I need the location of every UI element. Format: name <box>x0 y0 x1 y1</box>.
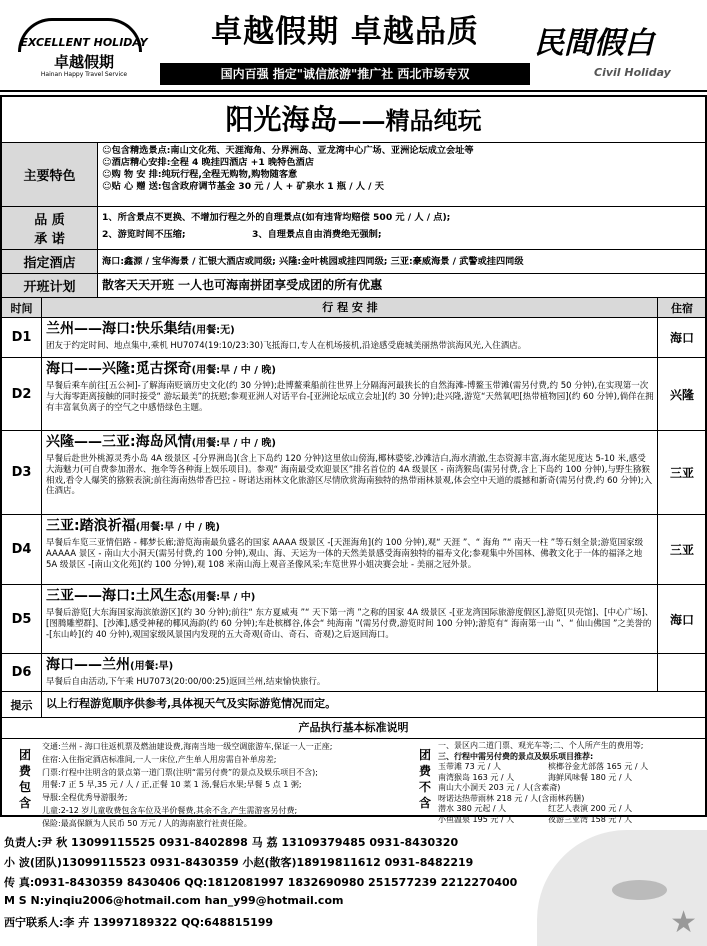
day-meal: (用餐:早) <box>130 661 174 672</box>
excluded-item-row <box>438 815 703 826</box>
itinerary-sheet <box>0 95 707 828</box>
hotel-content: 海口:鑫源 / 宝华海景 / 汇银大酒店或同级; 兴隆:金叶桃园或挂四同级; 三亚:豪威海景 / 武警或挂四同级 <box>102 256 524 267</box>
promise-content <box>100 207 705 245</box>
tips-row <box>2 691 705 717</box>
day-stay <box>659 654 705 691</box>
features-row <box>2 142 705 206</box>
features-content <box>100 143 705 195</box>
day-title-text: 兰州——海口:快乐集结 <box>46 321 192 337</box>
day-title-text: 海口——兰州 <box>46 657 130 673</box>
promise-line-1: 1、所含景点不更换、不增加行程之外的自理景点(如有违背均赔偿 500 元 / 人 / 点); <box>102 212 451 223</box>
schedule-row <box>2 273 705 297</box>
day-label: D3 <box>2 431 42 514</box>
excluded-item: 槟榔谷金尤部落 165 元 / 人 <box>548 762 649 771</box>
excluded-list <box>438 741 703 825</box>
day-title-text: 海口——兴隆:觅古探奇 <box>46 361 192 377</box>
product-subtitle: ——精品纯玩 <box>337 106 482 135</box>
promise-row <box>2 206 705 249</box>
excluded-item: 夜游三亚湾 158 元 / 人 <box>548 814 633 824</box>
header-banner: 国内百强 指定"诚信旅游"推广社 西北市场专双 <box>160 63 530 85</box>
included-list <box>42 741 410 831</box>
day-label: D2 <box>2 358 42 430</box>
day-label: D5 <box>2 585 42 653</box>
included-item: 交通:兰州 - 海口往返机票及燃油建设费,海南当地一级空调旅游车,保证一人一正座; <box>42 742 333 751</box>
included-item: 用餐:7 正 5 早,35 元 / 人 / 正,正餐 10 菜 1 汤,餐后水果;早餐 5 点 1 粥; <box>42 780 302 790</box>
day-title <box>46 432 654 454</box>
included-label: 团 费 包 含 <box>18 747 31 810</box>
promise-label <box>2 207 98 249</box>
excellent-holiday-logo <box>14 18 154 88</box>
header-title: 卓越假期 卓越品质 <box>211 14 479 50</box>
day-text: 早餐后车览三亚情侣路 - 椰梦长廊;游览海南最负盛名的国家 AAAA 级景区 -[天涯海角](约 100 分钟),观“ 天涯 ”、“ 海角 ”“ 南天一柱 ”等石刻全景;游览国家级 AAAAA 景区 - 南山大小洞天(需另付费,约 100 分钟),观山、海、天运为一体的天然美景感受海南独特的福寿文化;参观集中外国林、佛教文化于一体的福泽之地 5A 级景区 -[南山文化苑](约 100 分钟),观 108 米南山海上观音圣像风采;车览世界小姐决赛会址 - 美丽之冠外景。 <box>46 538 644 570</box>
excluded-intro: 三、行程中需另付费的景点及娱乐项目推荐: <box>438 751 594 761</box>
day-title <box>46 516 654 538</box>
feature-line: ☺包含精选景点:南山文化苑、天涯海角、分界洲岛、亚龙湾中心广场、亚洲论坛成立会址等 <box>102 145 474 156</box>
day-meal: (用餐:无) <box>191 325 235 336</box>
excluded-item-row <box>438 773 703 784</box>
day-label: D6 <box>2 654 42 691</box>
schedule-label: 开班计划 <box>2 274 98 297</box>
contact-line: M S N:yinqiu2006@hotmail.com han_y99@hotmail.com <box>4 894 344 907</box>
right-logo-cn: 民間假白 <box>534 26 654 61</box>
civil-holiday-logo <box>534 18 704 88</box>
feature-line: ☺购 物 安 排:纯玩行程,全程无购物,购物随客意 <box>102 169 298 180</box>
day-title-text: 三亚:踏浪祈福 <box>46 518 136 534</box>
day-row <box>2 430 705 514</box>
excluded-item: 呀诺达热带雨林 218 元 / 人(含雨林药膳) <box>438 793 585 803</box>
included-item: 导服:全程优秀导游服务; <box>42 793 128 803</box>
tips-label: 提示 <box>2 692 42 717</box>
day-title-text: 三亚——海口:土风生态 <box>46 588 192 604</box>
day-stay: 海口 <box>669 612 694 627</box>
logo-cn: 卓越假期 <box>53 53 114 71</box>
excluded-item: 南湾猴岛 163 元 / 人 <box>438 772 515 782</box>
header-stay: 住宿 <box>671 301 693 315</box>
excluded-item: 红艺人表演 200 元 / 人 <box>548 804 633 813</box>
excluded-item: 南山大小洞天 203 元 / 人(含素斋) <box>438 783 561 792</box>
header <box>0 0 707 92</box>
excluded-item-row <box>438 762 703 773</box>
day-meal: (用餐:早 / 中 / 晚) <box>191 365 276 376</box>
day-title <box>46 359 654 381</box>
excluded-item-row <box>438 794 703 805</box>
excluded-label: 团 费 不 含 <box>418 747 431 810</box>
day-label: D4 <box>2 515 42 584</box>
day-title <box>46 319 654 341</box>
day-meal: (用餐:早 / 中) <box>191 592 256 603</box>
excluded-item: 小鱼温泉 195 元 / 人 <box>438 814 515 824</box>
header-time: 时间 <box>2 298 42 317</box>
product-name: 阳光海岛 <box>225 103 338 136</box>
excluded-item: 海鲜风味餐 180 元 / 人 <box>548 772 633 782</box>
day-body <box>43 654 658 691</box>
hotel-label: 指定酒店 <box>2 250 98 273</box>
excluded-item-row <box>438 804 703 815</box>
day-body <box>43 358 658 430</box>
tips-text: 以上行程游览顺序供参考,具体视天气及实际游览情况而定。 <box>46 697 337 710</box>
day-body <box>43 318 658 357</box>
day-meal: (用餐:早 / 中 / 晚) <box>135 522 220 533</box>
day-meal: (用餐:早 / 中 / 晚) <box>191 438 276 449</box>
day-stay: 三亚 <box>669 466 694 480</box>
excluded-item: 潜水 380 元起 / 人 <box>438 804 507 813</box>
promise-label-1: 品 质 <box>34 213 65 228</box>
day-text: 早餐后赴世外桃源灵秀小岛 4A 级景区 -[分界洲岛](含上下岛约 120 分钟)这里依山傍海,椰林婆娑,沙滩洁白,海水清澈,生态资源丰富,海水能见度达 5-10 米,感受大海魅力(可自费参加潜水、拖伞等各种海上娱乐项目)。参观“ 海南最受欢迎景区”排名首位的 4A 级景区 - 南湾猴岛(需另付费,含上下岛约 100 分钟),与野生猕猴相戏,看令人爆笑的猕猴表演;前往海南热带香巴拉 - 呀诺达雨林文化旅游区尽情欣赏海南独特的热带雨林景观,体会空中天道的震撼和新奇(需另付费,约 60 分钟);入住酒店。 <box>46 454 653 497</box>
day-label: D1 <box>2 318 42 357</box>
day-row <box>2 653 705 691</box>
day-text: 团友于约定时间、地点集中,乘机 HU7074(19:10/23:30)飞抵海口,专人在机场接机,沿途感受鹿城美丽热带滨海风光,入住酒店。 <box>46 341 527 351</box>
day-row <box>2 357 705 430</box>
features-label: 主要特色 <box>2 143 98 206</box>
included-item: 保险:最高保额为人民币 50 万元 / 人的海南旅行社责任险。 <box>42 818 252 828</box>
standards-table <box>2 738 705 828</box>
product-title <box>2 97 705 142</box>
right-logo-en: Civil Holiday <box>594 66 671 79</box>
schedule-content: 散客天天开班 一人也可海南拼团享受成团的所有优惠 <box>102 278 383 292</box>
contact-footer <box>0 830 707 946</box>
day-stay: 三亚 <box>669 543 694 557</box>
hotel-row <box>2 249 705 273</box>
day-body <box>43 585 658 653</box>
promise-line-2a: 2、游览时间不压缩; <box>102 229 186 240</box>
day-text: 早餐后乘车前往[五公祠]-了解海南贬谪历史文化(约 30 分钟);赴博鳌乘船前往世界上分隔海河最狭长的自然海滩-博鳌玉带滩(需另付费,约 50 分钟),在实现第一次与大海零距离接触的同时接受“ 游坛最美”的抚慰;参观亚洲人对话平台-[亚洲论坛成立会址](约 30 分钟);赴兴隆,游览“天然氧吧[热带植物园](约 60 分钟),倘佯在拥有丰富氧负离子的空气之中感悟绿色主题。 <box>46 381 654 413</box>
promise-line-2b: 3、自理景点自由消费绝无强制; <box>252 229 382 240</box>
day-body <box>43 431 658 514</box>
feature-line: ☺贴 心 赠 送:包含政府调节基金 30 元 / 人 + 矿泉水 1 瓶 / 人 / 天 <box>102 181 384 192</box>
contact-line: 传 真:0931-8430359 8430406 QQ:1812081997 1832690980 251577239 2212270400 <box>4 876 518 889</box>
logo-en: EXCELLENT HOLIDAY <box>20 36 148 49</box>
day-text: 早餐后自由活动,下午乘 HU7073(20:00/00:25)返回兰州,结束愉快旅行。 <box>46 677 326 687</box>
day-text: 早餐后游览[大东海国家海滨旅游区](约 30 分钟);前往“ 东方夏威夷 ”“ 天下第一湾 ”之称的国家 4A 级景区 -[亚龙湾国际旅游度假区],游览[贝壳馆]、[中心广场]、[图腾雕塑群]、[沙滩],感受神秘的椰风海韵(约 60 分钟);车赴槟榔谷,体会“ 纯海南 ”(需另付费,游览时间 100 分钟);游览有“ 海南第一山 ”、“ 仙山佛国 ”之美誉的 -[东山岭](约 40 分钟),观国家级风景国内发现的五大奇观(奇山、奇石、奇观)之后返回海口。 <box>46 608 654 640</box>
promise-line-2 <box>102 226 703 243</box>
standards-title: 产品执行基本标准说明 <box>2 717 705 737</box>
starfish-icon: ★ <box>670 905 697 940</box>
contact-line: 负责人:尹 秋 13099115525 0931-8402898 马 荔 13109379485 0931-8430320 <box>4 836 459 849</box>
excluded-item-row <box>438 783 703 794</box>
included-item: 住宿:入住指定酒店标准间,一人一床位,产生单人用房需自补单房差; <box>42 754 277 764</box>
included-item: 门票:行程中注明含的景点第一道门票(注明“需另付费”的景点及娱乐项目不含); <box>42 767 318 777</box>
promise-label-2: 承 诺 <box>34 232 65 247</box>
day-stay: 海口 <box>669 331 694 345</box>
logo-sub: Hainan Happy Travel Service <box>40 71 128 78</box>
sun-decoration <box>612 880 667 900</box>
header-itinerary: 行 程 安 排 <box>43 298 658 317</box>
excluded-intro: 一、景区内二道门票、观光车等;二、个人所产生的费用等; <box>438 741 644 750</box>
contact-line: 西宁联系人:李 卉 13997189322 QQ:648815199 <box>4 916 274 929</box>
day-stay: 兴隆 <box>669 387 694 402</box>
day-row <box>2 514 705 584</box>
day-title-text: 兴隆——三亚:海岛风情 <box>46 434 192 450</box>
day-title <box>46 655 654 677</box>
contact-line: 小 波(团队)13099115523 0931-8430359 小赵(散客)18919811612 0931-8482219 <box>4 856 474 869</box>
day-row <box>2 584 705 653</box>
included-item: 儿童:2-12 岁儿童收费包含车位及半价餐费,其余不含,产生需游客另付费; <box>42 805 298 815</box>
day-title <box>46 586 654 608</box>
day-row <box>2 317 705 357</box>
feature-line: ☺酒店精心安排:全程 4 晚挂四酒店 +1 晚特色酒店 <box>102 157 314 168</box>
day-body <box>43 515 658 584</box>
excluded-item: 玉带滩 73 元 / 人 <box>438 762 502 771</box>
table-header <box>2 297 705 317</box>
